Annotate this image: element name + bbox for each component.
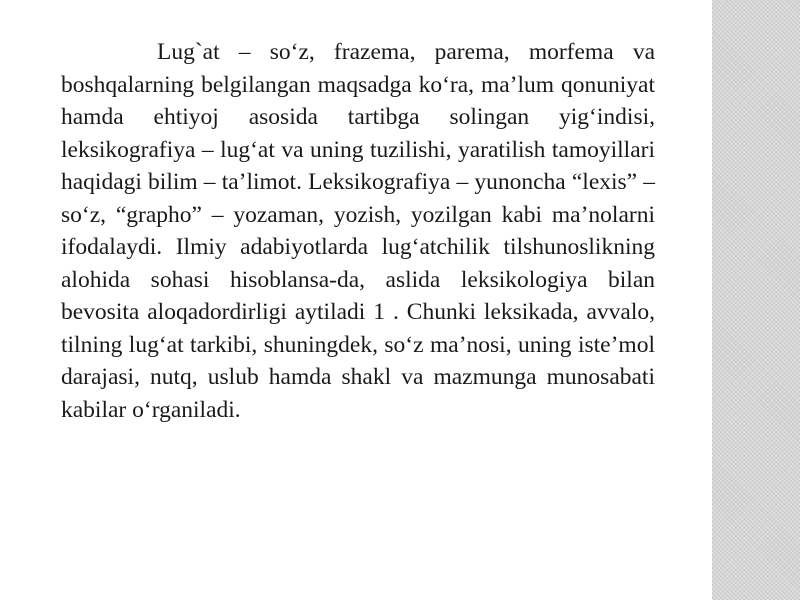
body-paragraph: Lug`at – so‘z, frazema, parema, morfema va boshqalarning belgilangan maqsadga ko‘ra, ma’lum qonuniyat hamda ehtiyoj asosida tartibga solingan yig‘indisi, leksikografiya – lug‘at va uning tuzilishi, yaratilish tamoyillari haqidagi bilim – ta’limot. Leksikografiya – yunoncha “lexis” – so‘z, “grapho” – yozaman, yozish, yozilgan kabi ma’nolarni ifodalaydi. Ilmiy adabiyotlarda lug‘atchilik tilshunoslikning alohida sohasi hisoblansa-da, aslida leksikologiya bilan bevosita aloqadordirligi aytiladi 1 . Chunki leksikada, avvalo, tilning lug‘at tarkibi, shuningdek, so‘z ma’nosi, uning iste’mol darajasi, nutq, uslub hamda shakl va mazmunga munosabati kabilar o‘rganiladi. [61,39,655,423]
decorative-side-band [712,0,800,600]
